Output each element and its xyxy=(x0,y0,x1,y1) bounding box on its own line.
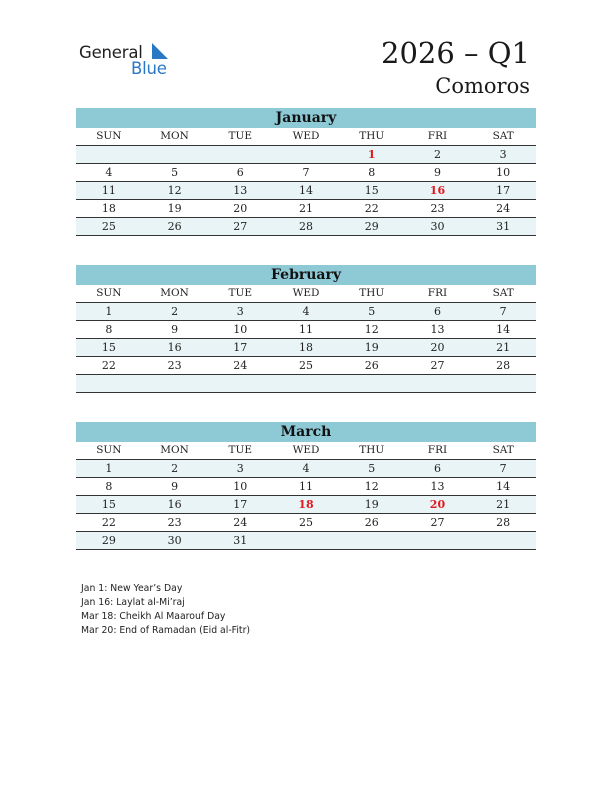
day-cell: 19 xyxy=(167,202,182,215)
weekday-label: TUE xyxy=(228,287,253,299)
day-cell: 18 xyxy=(299,341,314,354)
weekday-label: MON xyxy=(160,130,189,142)
day-cell: 9 xyxy=(171,323,179,336)
day-cell xyxy=(142,375,208,392)
day-cell: 7 xyxy=(499,462,507,475)
day-cell: 4 xyxy=(302,462,310,475)
weekday-label: THU xyxy=(359,444,385,456)
day-cell: 22 xyxy=(101,516,116,529)
day-cell: 25 xyxy=(101,220,116,233)
week-row xyxy=(76,357,536,375)
day-cell xyxy=(142,146,208,163)
holiday-day-cell: 16 xyxy=(429,184,446,197)
day-cell: 15 xyxy=(364,184,379,197)
day-cell: 20 xyxy=(233,202,248,215)
weekday-label: WED xyxy=(292,444,320,456)
week-row xyxy=(76,321,536,339)
logo-word-general: General xyxy=(79,43,143,62)
day-cell: 31 xyxy=(233,534,248,547)
day-cell: 11 xyxy=(299,480,314,493)
weekday-label: SUN xyxy=(96,130,122,142)
day-cell: 14 xyxy=(496,480,511,493)
day-cell: 26 xyxy=(364,359,379,372)
week-row xyxy=(76,182,536,200)
day-cell: 8 xyxy=(105,323,113,336)
day-cell: 27 xyxy=(233,220,248,233)
day-cell: 21 xyxy=(299,202,314,215)
week-row xyxy=(76,218,536,236)
day-cell xyxy=(405,532,471,549)
day-cell: 26 xyxy=(167,220,182,233)
day-cell: 12 xyxy=(167,184,182,197)
day-cell: 7 xyxy=(499,305,507,318)
day-cell: 29 xyxy=(101,534,116,547)
weekday-label: TUE xyxy=(228,444,253,456)
day-cell: 21 xyxy=(496,341,511,354)
day-cell: 22 xyxy=(364,202,379,215)
day-cell: 1 xyxy=(105,305,113,318)
day-cell: 14 xyxy=(299,184,314,197)
week-row xyxy=(76,514,536,532)
day-cell: 24 xyxy=(233,516,248,529)
week-row xyxy=(76,339,536,357)
holiday-note: Jan 16: Laylat al-Mi’raj xyxy=(81,597,185,608)
day-cell: 25 xyxy=(299,359,314,372)
weekday-label: SAT xyxy=(492,444,514,456)
day-cell: 19 xyxy=(364,498,379,511)
day-cell: 12 xyxy=(364,323,379,336)
weekday-label: SUN xyxy=(96,287,122,299)
day-cell: 2 xyxy=(171,305,179,318)
week-row xyxy=(76,532,536,550)
month-march xyxy=(76,422,536,550)
day-cell: 23 xyxy=(430,202,445,215)
day-cell: 26 xyxy=(364,516,379,529)
holiday-note: Jan 1: New Year’s Day xyxy=(81,583,183,594)
day-cell: 15 xyxy=(101,498,116,511)
day-cell xyxy=(273,532,339,549)
day-cell xyxy=(207,146,273,163)
weekday-label: FRI xyxy=(427,444,448,456)
month-january xyxy=(76,108,536,236)
holiday-day-cell: 20 xyxy=(429,498,446,511)
day-cell: 30 xyxy=(430,220,445,233)
day-cell: 4 xyxy=(302,305,310,318)
week-row xyxy=(76,303,536,321)
weekday-header-row xyxy=(76,128,536,146)
day-cell: 6 xyxy=(433,462,441,475)
day-cell: 18 xyxy=(101,202,116,215)
day-cell: 7 xyxy=(302,166,310,179)
month-title: January xyxy=(76,108,536,128)
day-cell: 20 xyxy=(430,341,445,354)
weekday-label: FRI xyxy=(427,287,448,299)
month-february xyxy=(76,265,536,393)
day-cell xyxy=(76,375,142,392)
day-cell: 9 xyxy=(171,480,179,493)
weekday-header-row xyxy=(76,442,536,460)
day-cell: 11 xyxy=(101,184,116,197)
day-cell: 30 xyxy=(167,534,182,547)
day-cell: 21 xyxy=(496,498,511,511)
day-cell: 5 xyxy=(171,166,179,179)
day-cell: 10 xyxy=(233,480,248,493)
day-cell: 19 xyxy=(364,341,379,354)
day-cell: 14 xyxy=(496,323,511,336)
day-cell: 13 xyxy=(233,184,248,197)
month-title: March xyxy=(76,422,536,442)
weekday-label: FRI xyxy=(427,130,448,142)
week-row xyxy=(76,146,536,164)
day-cell: 27 xyxy=(430,516,445,529)
day-cell xyxy=(470,375,536,392)
day-cell: 24 xyxy=(233,359,248,372)
weekday-label: THU xyxy=(359,130,385,142)
day-cell: 8 xyxy=(368,166,376,179)
day-cell: 10 xyxy=(496,166,511,179)
day-cell: 10 xyxy=(233,323,248,336)
week-row xyxy=(76,200,536,218)
week-row xyxy=(76,375,536,393)
day-cell: 28 xyxy=(496,359,511,372)
day-cell: 6 xyxy=(236,166,244,179)
day-cell: 13 xyxy=(430,480,445,493)
day-cell: 3 xyxy=(236,305,244,318)
day-cell: 12 xyxy=(364,480,379,493)
day-cell: 17 xyxy=(233,341,248,354)
day-cell: 2 xyxy=(433,148,441,161)
weekday-label: SAT xyxy=(492,287,514,299)
weekday-label: SAT xyxy=(492,130,514,142)
day-cell: 31 xyxy=(496,220,511,233)
day-cell: 17 xyxy=(233,498,248,511)
day-cell xyxy=(339,532,405,549)
day-cell: 11 xyxy=(299,323,314,336)
weekday-header-row xyxy=(76,285,536,303)
day-cell: 24 xyxy=(496,202,511,215)
day-cell: 17 xyxy=(496,184,511,197)
day-cell: 4 xyxy=(105,166,113,179)
day-cell: 2 xyxy=(171,462,179,475)
month-title: February xyxy=(76,265,536,285)
day-cell: 15 xyxy=(101,341,116,354)
day-cell xyxy=(405,375,471,392)
weekday-label: SUN xyxy=(96,444,122,456)
holiday-note: Mar 18: Cheikh Al Maarouf Day xyxy=(81,611,226,622)
logo-word-blue: Blue xyxy=(131,59,167,78)
day-cell: 3 xyxy=(236,462,244,475)
day-cell: 23 xyxy=(167,359,182,372)
weekday-label: THU xyxy=(359,287,385,299)
day-cell: 3 xyxy=(499,148,507,161)
page-title: 2026 – Q1 xyxy=(381,36,530,70)
day-cell: 29 xyxy=(364,220,379,233)
holiday-note: Mar 20: End of Ramadan (Eid al-Fitr) xyxy=(81,625,251,636)
week-row xyxy=(76,478,536,496)
day-cell xyxy=(207,375,273,392)
weekday-label: WED xyxy=(292,130,320,142)
day-cell: 5 xyxy=(368,462,376,475)
day-cell xyxy=(470,532,536,549)
day-cell xyxy=(76,146,142,163)
day-cell: 28 xyxy=(496,516,511,529)
day-cell: 28 xyxy=(299,220,314,233)
day-cell xyxy=(273,146,339,163)
weekday-label: MON xyxy=(160,444,189,456)
day-cell: 16 xyxy=(167,498,182,511)
day-cell: 13 xyxy=(430,323,445,336)
day-cell: 27 xyxy=(430,359,445,372)
weekday-label: MON xyxy=(160,287,189,299)
day-cell: 9 xyxy=(433,166,441,179)
week-row xyxy=(76,460,536,478)
day-cell xyxy=(273,375,339,392)
country-name: Comoros xyxy=(435,74,530,98)
week-row xyxy=(76,164,536,182)
day-cell: 8 xyxy=(105,480,113,493)
holiday-notes xyxy=(81,582,250,638)
weekday-label: TUE xyxy=(228,130,253,142)
week-row xyxy=(76,496,536,514)
day-cell: 5 xyxy=(368,305,376,318)
day-cell: 6 xyxy=(433,305,441,318)
generalblue-logo xyxy=(79,41,189,81)
holiday-day-cell: 1 xyxy=(367,148,376,161)
day-cell xyxy=(339,375,405,392)
day-cell: 22 xyxy=(101,359,116,372)
weekday-label: WED xyxy=(292,287,320,299)
day-cell: 25 xyxy=(299,516,314,529)
holiday-day-cell: 18 xyxy=(298,498,314,511)
day-cell: 23 xyxy=(167,516,182,529)
day-cell: 16 xyxy=(167,341,182,354)
day-cell: 1 xyxy=(105,462,113,475)
